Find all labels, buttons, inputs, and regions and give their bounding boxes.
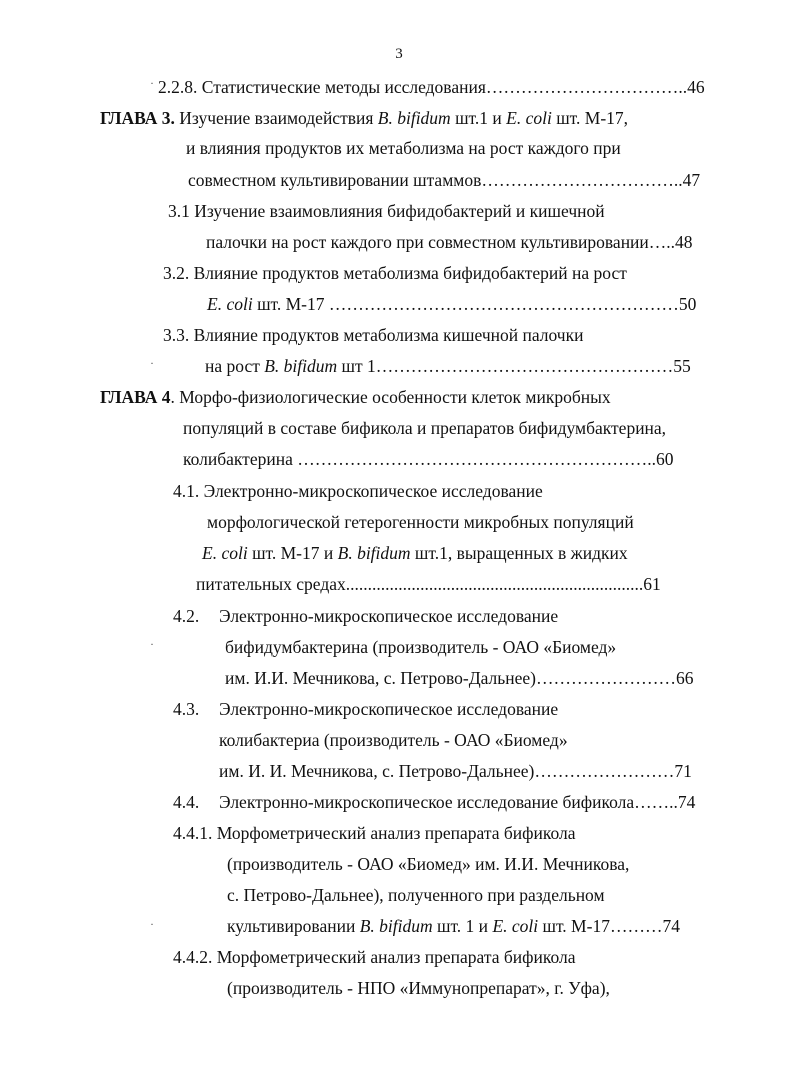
toc-entry-3-1-cont: палочки на рост каждого при совместном культивировании…..48 bbox=[206, 232, 693, 252]
section-number: 4.3. bbox=[173, 699, 200, 719]
toc-entry-4-4-1-cont: культивировании B. bifidum шт. 1 и E. coli шт. М-17………74 bbox=[227, 916, 680, 936]
toc-entry-chapter-3-cont: и влияния продуктов их метаболизма на рост каждого при bbox=[186, 138, 621, 158]
scan-mark: · bbox=[150, 76, 154, 90]
species-name: E. coli bbox=[492, 916, 539, 936]
toc-entry-chapter-3: ГЛАВА 3. Изучение взаимодействия B. bifidum шт.1 и E. coli шт. М-17, bbox=[100, 108, 629, 128]
species-name: B. bifidum bbox=[337, 543, 411, 563]
chapter-label: ГЛАВА 4 bbox=[100, 387, 171, 407]
toc-entry-chapter-4: ГЛАВА 4. Морфо-физиологические особенности клеток микробных bbox=[100, 387, 611, 407]
toc-entry-4-4-1-cont: с. Петрово-Дальнее), полученного при раздельном bbox=[227, 885, 605, 905]
toc-entry-4-3-cont: им. И. И. Мечникова, с. Петрово-Дальнее)……………………71 bbox=[219, 761, 692, 781]
toc-entry-4-2-cont: бифидумбактерина (производитель - ОАО «Биомед» bbox=[225, 637, 617, 657]
toc-entry-4-3-cont: колибактериа (производитель - ОАО «Биомед» bbox=[219, 730, 568, 750]
toc-entry-4-3-title: Электронно-микроскопическое исследование bbox=[219, 699, 559, 719]
toc-entry-2-2-8: 2.2.8. Статистические методы исследования……………………………..46 bbox=[158, 77, 705, 97]
toc-entry-4-4-2-cont: (производитель - НПО «Иммунопрепарат», г. Уфа), bbox=[227, 978, 610, 998]
toc-entry-4-2-cont: им. И.И. Мечникова, с. Петрово-Дальнее)……………………66 bbox=[225, 668, 694, 688]
toc-entry-4-1-cont: E. coli шт. М-17 и B. bifidum шт.1, выращенных в жидких bbox=[202, 543, 628, 563]
page-number: 3 bbox=[395, 46, 403, 62]
scan-mark: · bbox=[150, 637, 154, 651]
section-number: 4.2. bbox=[173, 606, 200, 626]
toc-entry-4-1-cont: морфологической гетерогенности микробных популяций bbox=[207, 512, 634, 532]
toc-entry-4-3 bbox=[173, 698, 199, 720]
toc-entry-4-1: 4.1. Электронно-микроскопическое исследование bbox=[173, 481, 543, 501]
toc-entry-3-1: 3.1 Изучение взаимовлияния бифидобактерий и кишечной bbox=[168, 201, 605, 221]
toc-entry-4-1-cont: питательных средах....................................................................61 bbox=[196, 574, 661, 594]
toc-entry-chapter-4-cont: популяций в составе бификола и препаратов бифидумбактерина, bbox=[183, 418, 667, 438]
toc-entry-3-2: 3.2. Влияние продуктов метаболизма бифидобактерий на рост bbox=[163, 263, 627, 283]
toc-entry-4-4-title: Электронно-микроскопическое исследование бификола……..74 bbox=[219, 792, 696, 812]
toc-entry-3-3-cont: на рост B. bifidum шт 1……………………………………………55 bbox=[205, 356, 691, 376]
scan-mark: · bbox=[150, 356, 154, 370]
species-name: B. bifidum bbox=[377, 108, 451, 128]
toc-entry-4-2 bbox=[173, 605, 199, 627]
species-name: E. coli bbox=[506, 108, 552, 128]
toc-entry-4-2-title: Электронно-микроскопическое исследование bbox=[219, 606, 559, 626]
species-name: E. coli bbox=[202, 543, 248, 563]
chapter-label: ГЛАВА 3. bbox=[100, 108, 175, 128]
toc-entry-4-4 bbox=[173, 791, 199, 813]
toc-entry-4-4-2: 4.4.2. Морфометрический анализ препарата бификола bbox=[173, 947, 576, 967]
section-number: 4.4. bbox=[173, 792, 200, 812]
toc-entry-3-3: 3.3. Влияние продуктов метаболизма кишечной палочки bbox=[163, 325, 584, 345]
toc-entry-3-2-cont: E. coli шт. М-17 ……………………………………………………50 bbox=[207, 294, 697, 314]
toc-entry-chapter-3-cont: совместном культивировании штаммов……………………………..47 bbox=[188, 170, 701, 190]
species-name: B. bifidum bbox=[359, 916, 433, 936]
toc-entry-4-4-1: 4.4.1. Морфометрический анализ препарата бификола bbox=[173, 823, 576, 843]
scan-mark: · bbox=[150, 917, 154, 931]
species-name: B. bifidum bbox=[264, 356, 338, 376]
species-name: E. coli bbox=[207, 294, 253, 314]
toc-entry-chapter-4-cont: колибактерина ……………………………………………………..60 bbox=[183, 449, 674, 469]
toc-entry-4-4-1-cont: (производитель - ОАО «Биомед» им. И.И. Мечникова, bbox=[227, 854, 630, 874]
